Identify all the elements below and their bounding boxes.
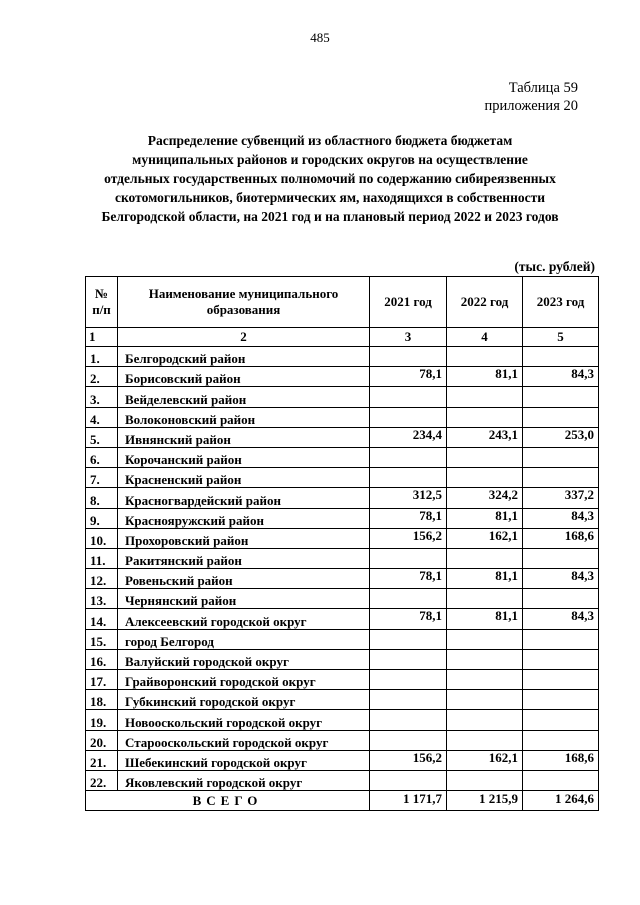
row-number-cell: 7. (86, 468, 118, 488)
row-value-2021 (370, 670, 447, 690)
row-value-2021 (370, 407, 447, 427)
row-name-cell: Грайворонский городской округ (118, 670, 370, 690)
row-number-cell: 5. (86, 427, 118, 447)
table-row (86, 589, 599, 609)
row-name-cell: Чернянский район (118, 589, 370, 609)
row-value-2023 (523, 670, 599, 690)
row-name-cell: Яковлевский городской округ (118, 770, 370, 790)
row-number-cell: 14. (86, 609, 118, 629)
row-value-2022 (447, 447, 523, 467)
header-num: № п/п (86, 277, 118, 328)
table-ref-line-1: Таблица 59 (508, 80, 578, 96)
row-value-2023 (523, 468, 599, 488)
page-number: 485 (310, 30, 330, 45)
row-number-cell: 22. (86, 770, 118, 790)
title-line-1: Распределение субвенций из областного бюджета бюджетам (147, 133, 513, 148)
row-value-2022 (447, 589, 523, 609)
header-2022: 2022 год (447, 277, 523, 328)
row-value-2022 (447, 710, 523, 730)
row-value-2023 (523, 548, 599, 568)
row-name-cell: Борисовский район (118, 367, 370, 387)
row-value-2022: 81,1 (447, 609, 523, 629)
row-value-2023 (523, 589, 599, 609)
row-name-cell: Волоконовский район (118, 407, 370, 427)
table-row (86, 488, 599, 508)
row-value-2021: 78,1 (370, 609, 447, 629)
row-number-cell: 1. (86, 347, 118, 367)
table-reference (485, 79, 578, 115)
row-value-2021: 78,1 (370, 508, 447, 528)
row-value-2023: 84,3 (523, 367, 599, 387)
table-row (86, 387, 599, 407)
row-value-2022: 81,1 (447, 508, 523, 528)
table-row (86, 770, 599, 790)
row-value-2021 (370, 690, 447, 710)
row-value-2021: 234,4 (370, 427, 447, 447)
table-row (86, 367, 599, 387)
table-row (86, 750, 599, 770)
row-value-2023 (523, 447, 599, 467)
row-name-cell: Корочанский район (118, 447, 370, 467)
table-row (86, 528, 599, 548)
column-index-cell: 3 (370, 328, 447, 347)
row-value-2023: 253,0 (523, 427, 599, 447)
table-row (86, 569, 599, 589)
row-value-2023 (523, 730, 599, 750)
table-header-row (86, 277, 599, 328)
row-value-2022 (447, 548, 523, 568)
row-value-2021 (370, 730, 447, 750)
row-name-cell: Краснояружский район (118, 508, 370, 528)
row-name-cell: Ровеньский район (118, 569, 370, 589)
table-row (86, 407, 599, 427)
document-title (60, 131, 600, 226)
row-name-cell: Красногвардейский район (118, 488, 370, 508)
table-row (86, 468, 599, 488)
row-value-2021 (370, 347, 447, 367)
row-value-2021 (370, 629, 447, 649)
header-name: Наименование муниципального образования (118, 277, 370, 328)
row-value-2021: 156,2 (370, 750, 447, 770)
row-number-cell: 6. (86, 447, 118, 467)
row-value-2021 (370, 710, 447, 730)
row-value-2022 (447, 347, 523, 367)
row-number-cell: 11. (86, 548, 118, 568)
table-row (86, 690, 599, 710)
row-number-cell: 8. (86, 488, 118, 508)
row-number-cell: 18. (86, 690, 118, 710)
table-row (86, 548, 599, 568)
row-value-2021: 78,1 (370, 367, 447, 387)
row-number-cell: 9. (86, 508, 118, 528)
row-name-cell: Ивнянский район (118, 427, 370, 447)
table-body (86, 328, 599, 791)
row-number-cell: 15. (86, 629, 118, 649)
row-name-cell: Валуйский городской округ (118, 649, 370, 669)
row-value-2023: 84,3 (523, 609, 599, 629)
row-value-2022: 243,1 (447, 427, 523, 447)
row-value-2022 (447, 468, 523, 488)
row-name-cell: город Белгород (118, 629, 370, 649)
table-ref-line-2: приложения 20 (484, 98, 578, 114)
title-line-2: муниципальных районов и городских округов на осуществление (132, 152, 528, 167)
total-label: ВСЕГО (86, 791, 370, 811)
row-value-2022: 162,1 (447, 750, 523, 770)
subvention-table (85, 276, 599, 811)
column-index-row (86, 328, 599, 347)
row-value-2023: 337,2 (523, 488, 599, 508)
row-value-2023 (523, 347, 599, 367)
row-value-2023 (523, 629, 599, 649)
row-number-cell: 3. (86, 387, 118, 407)
row-value-2021 (370, 468, 447, 488)
row-value-2022 (447, 649, 523, 669)
row-name-cell: Новооскольский городской округ (118, 710, 370, 730)
header-2023: 2023 год (523, 277, 599, 328)
row-value-2021: 156,2 (370, 528, 447, 548)
row-number-cell: 17. (86, 670, 118, 690)
table-row (86, 629, 599, 649)
row-number-cell: 4. (86, 407, 118, 427)
row-value-2021 (370, 770, 447, 790)
column-index-cell: 1 (86, 328, 118, 347)
row-value-2023 (523, 770, 599, 790)
row-value-2022 (447, 690, 523, 710)
row-name-cell: Шебекинский городской округ (118, 750, 370, 770)
table-row (86, 670, 599, 690)
table-row (86, 347, 599, 367)
row-value-2021: 78,1 (370, 569, 447, 589)
row-name-cell: Губкинский городской округ (118, 690, 370, 710)
table-row (86, 427, 599, 447)
row-value-2023 (523, 690, 599, 710)
table-row (86, 447, 599, 467)
row-number-cell: 19. (86, 710, 118, 730)
row-value-2022 (447, 730, 523, 750)
row-value-2022 (447, 629, 523, 649)
total-2021: 1 171,7 (370, 791, 447, 811)
row-value-2021 (370, 548, 447, 568)
row-value-2022 (447, 670, 523, 690)
table-row (86, 649, 599, 669)
units-label: (тыс. рублей) (514, 259, 595, 274)
row-name-cell: Алексеевский городской округ (118, 609, 370, 629)
row-value-2022 (447, 770, 523, 790)
total-row (86, 791, 599, 811)
row-value-2022: 81,1 (447, 367, 523, 387)
row-value-2022: 81,1 (447, 569, 523, 589)
row-value-2023: 84,3 (523, 508, 599, 528)
row-name-cell: Старооскольский городской округ (118, 730, 370, 750)
row-number-cell: 2. (86, 367, 118, 387)
row-name-cell: Красненский район (118, 468, 370, 488)
table-row (86, 710, 599, 730)
total-2023: 1 264,6 (523, 791, 599, 811)
row-value-2023 (523, 710, 599, 730)
row-number-cell: 13. (86, 589, 118, 609)
row-value-2021 (370, 447, 447, 467)
row-value-2023 (523, 387, 599, 407)
row-value-2023: 168,6 (523, 528, 599, 548)
column-index-cell: 5 (523, 328, 599, 347)
row-number-cell: 16. (86, 649, 118, 669)
title-line-3: отдельных государственных полномочий по содержанию сибиреязвенных (104, 171, 556, 186)
row-name-cell: Прохоровский район (118, 528, 370, 548)
row-value-2022 (447, 407, 523, 427)
row-value-2022 (447, 387, 523, 407)
row-number-cell: 12. (86, 569, 118, 589)
row-value-2022: 324,2 (447, 488, 523, 508)
column-index-cell: 2 (118, 328, 370, 347)
table-row (86, 508, 599, 528)
row-name-cell: Ракитянский район (118, 548, 370, 568)
header-2021: 2021 год (370, 277, 447, 328)
row-number-cell: 20. (86, 730, 118, 750)
row-value-2023 (523, 649, 599, 669)
row-number-cell: 21. (86, 750, 118, 770)
row-value-2023: 168,6 (523, 750, 599, 770)
column-index-cell: 4 (447, 328, 523, 347)
row-value-2021 (370, 589, 447, 609)
total-2022: 1 215,9 (447, 791, 523, 811)
row-value-2021 (370, 649, 447, 669)
row-number-cell: 10. (86, 528, 118, 548)
table-row (86, 730, 599, 750)
title-line-4: скотомогильников, биотермических ям, находящихся в собственности (114, 190, 546, 205)
row-value-2023 (523, 407, 599, 427)
row-name-cell: Белгородский район (118, 347, 370, 367)
row-value-2021: 312,5 (370, 488, 447, 508)
row-value-2022: 162,1 (447, 528, 523, 548)
table-row (86, 609, 599, 629)
row-name-cell: Вейделевский район (118, 387, 370, 407)
title-line-5: Белгородской области, на 2021 год и на плановый период 2022 и 2023 годов (101, 209, 559, 224)
row-value-2023: 84,3 (523, 569, 599, 589)
row-value-2021 (370, 387, 447, 407)
